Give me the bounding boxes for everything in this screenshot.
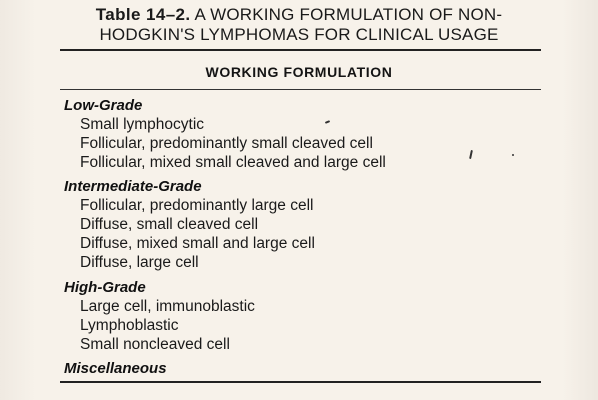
- table-title-text-1: A WORKING FORMULATION OF NON-: [194, 5, 503, 24]
- section-miscellaneous: [64, 359, 544, 378]
- list-item: Diffuse, mixed small and large cell: [80, 235, 315, 252]
- table-number: Table 14–2.: [95, 5, 191, 24]
- table-title-line-2: HODGKIN'S LYMPHOMAS FOR CLINICAL USAGE: [99, 25, 499, 44]
- section-low-grade: [64, 96, 544, 172]
- column-header: WORKING FORMULATION: [205, 64, 393, 80]
- section-heading: High-Grade: [64, 279, 146, 296]
- section-heading: Low-Grade: [64, 97, 143, 114]
- top-rule: [60, 49, 541, 51]
- section-intermediate-grade: [64, 177, 544, 272]
- list-item: Follicular, predominantly large cell: [80, 197, 314, 214]
- list-item: Large cell, immunoblastic: [80, 298, 255, 315]
- bottom-rule: [60, 381, 541, 383]
- header-rule: [60, 89, 541, 90]
- list-item: Small lymphocytic: [80, 116, 205, 133]
- scan-speck: [512, 154, 514, 156]
- list-item: Follicular, mixed small cleaved and large cell: [80, 154, 386, 171]
- list-item: Diffuse, small cleaved cell: [80, 216, 259, 233]
- section-heading: Miscellaneous: [64, 360, 167, 377]
- list-item: Small noncleaved cell: [80, 336, 230, 353]
- list-item: Diffuse, large cell: [80, 254, 199, 271]
- list-item: Follicular, predominantly small cleaved cell: [80, 135, 373, 152]
- table-title-line-1: [0, 5, 598, 25]
- list-item: Lymphoblastic: [80, 317, 179, 334]
- section-high-grade: [64, 278, 544, 354]
- section-heading: Intermediate-Grade: [64, 178, 202, 195]
